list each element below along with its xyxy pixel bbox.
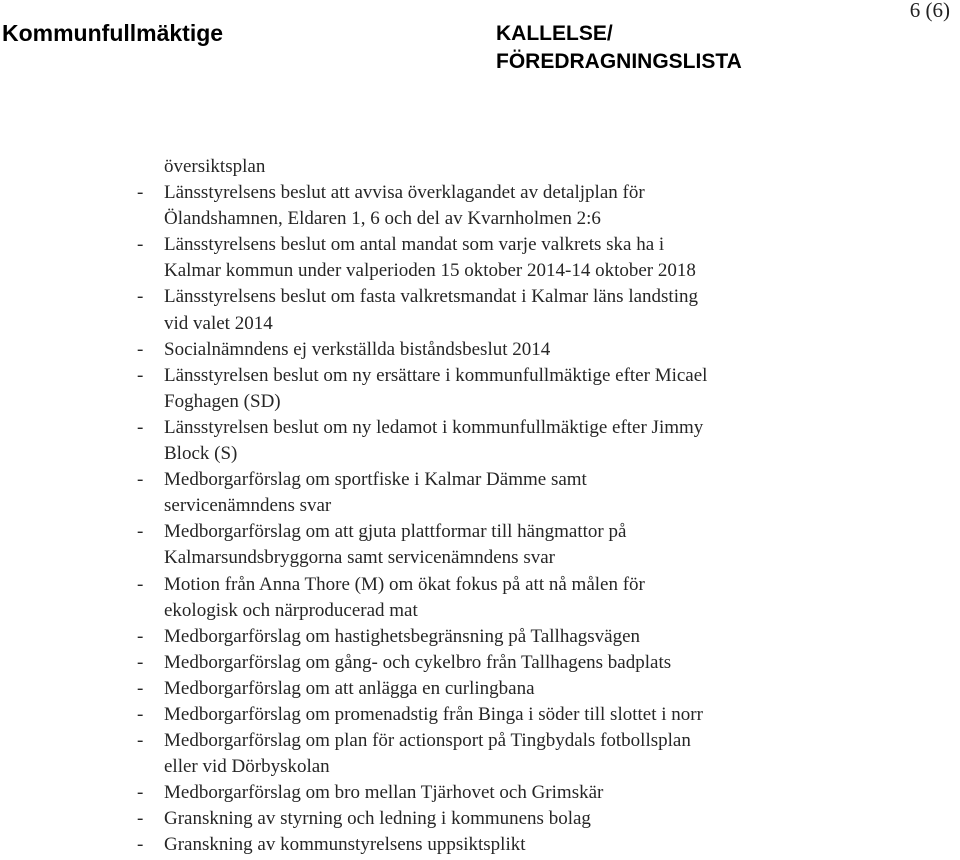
- document-title-line-1: KALLELSE/: [496, 22, 613, 45]
- agenda-item-text: Medborgarförslag om hastighetsbegränsning på Tallhagsvägen: [164, 625, 641, 647]
- list-dash: -: [137, 234, 144, 256]
- agenda-item-text: Granskning av styrning och ledning i kommunens bolag: [164, 808, 591, 830]
- list-dash: -: [137, 286, 144, 308]
- agenda-line: [0, 728, 960, 754]
- list-dash: -: [137, 364, 144, 386]
- agenda-item-text: Länsstyrelsens beslut om antal mandat som varje valkrets ska ha i: [164, 234, 665, 256]
- list-dash: -: [137, 182, 144, 204]
- agenda-item-text: översiktsplan: [164, 156, 266, 177]
- list-dash: -: [137, 834, 144, 856]
- agenda-item-text: Länsstyrelsens beslut att avvisa överklagandet av detaljplan för: [164, 182, 645, 204]
- agenda-item-text: Granskning av kommunstyrelsens uppsiktsplikt: [164, 834, 526, 856]
- agenda-list: [0, 154, 960, 859]
- agenda-line: [0, 572, 960, 598]
- list-dash: -: [137, 782, 144, 804]
- agenda-item-text: ekologisk och närproducerad mat: [164, 599, 418, 621]
- agenda-line: [0, 650, 960, 676]
- agenda-item-text: Medborgarförslag om sportfiske i Kalmar Dämme samt: [164, 469, 587, 491]
- document-title-line-2: FÖREDRAGNINGSLISTA: [496, 50, 742, 73]
- list-dash: -: [137, 573, 144, 595]
- agenda-line: [0, 832, 960, 858]
- list-dash: -: [137, 416, 144, 438]
- list-dash: -: [137, 677, 144, 699]
- agenda-line: [0, 780, 960, 806]
- agenda-line: [0, 311, 960, 337]
- agenda-item-text: Länsstyrelsen beslut om ny ersättare i kommunfullmäktige efter Micael: [164, 364, 708, 386]
- agenda-line: [0, 467, 960, 493]
- agenda-item-text: Socialnämndens ej verkställda biståndsbeslut 2014: [164, 338, 551, 360]
- agenda-line: [0, 702, 960, 728]
- agenda-line: [0, 598, 960, 624]
- agenda-item-text: Länsstyrelsens beslut om fasta valkretsmandat i Kalmar läns landsting: [164, 286, 698, 308]
- page-number: 6 (6): [909, 0, 950, 22]
- agenda-item-text: Block (S): [164, 443, 238, 465]
- list-dash: -: [137, 338, 144, 360]
- agenda-item-text: Medborgarförslag om promenadstig från Binga i söder till slottet i norr: [164, 703, 703, 725]
- agenda-line: [0, 284, 960, 310]
- agenda-line: [0, 258, 960, 284]
- agenda-line: [0, 493, 960, 519]
- agenda-line: [0, 754, 960, 780]
- agenda-line: [0, 389, 960, 415]
- agenda-item-text: Kalmarsundsbryggorna samt servicenämndens svar: [164, 547, 555, 569]
- agenda-item-text: Medborgarförslag om att gjuta plattformar till hängmattor på: [164, 521, 627, 543]
- agenda-item-text: Medborgarförslag om bro mellan Tjärhovet och Grimskär: [164, 782, 604, 804]
- agenda-line: [0, 232, 960, 258]
- list-dash: -: [137, 521, 144, 543]
- list-dash: -: [137, 730, 144, 752]
- agenda-line: [0, 363, 960, 389]
- agenda-line: [0, 441, 960, 467]
- list-dash: -: [137, 703, 144, 725]
- agenda-item-text: vid valet 2014: [164, 312, 273, 334]
- agenda-item-text: eller vid Dörbyskolan: [164, 756, 330, 778]
- organization-name: Kommunfullmäktige: [2, 20, 224, 46]
- agenda-line: [0, 206, 960, 232]
- agenda-line: [0, 624, 960, 650]
- document-title: [496, 20, 742, 76]
- agenda-item-text: Motion från Anna Thore (M) om ökat fokus på att nå målen för: [164, 573, 645, 595]
- agenda-item-text: Medborgarförslag om plan för actionsport på Tingbydals fotbollsplan: [164, 730, 691, 752]
- agenda-item-text: Länsstyrelsen beslut om ny ledamot i kommunfullmäktige efter Jimmy: [164, 416, 704, 438]
- agenda-line: [0, 806, 960, 832]
- agenda-item-text: servicenämndens svar: [164, 495, 332, 517]
- agenda-item-text: Ölandshamnen, Eldaren 1, 6 och del av Kvarnholmen 2:6: [164, 208, 601, 230]
- agenda-line: [0, 545, 960, 571]
- agenda-line: [0, 415, 960, 441]
- agenda-item-text: Foghagen (SD): [164, 390, 281, 412]
- agenda-line: [0, 519, 960, 545]
- agenda-line: [0, 676, 960, 702]
- list-dash: -: [137, 808, 144, 830]
- agenda-item-text: Medborgarförslag om gång- och cykelbro från Tallhagens badplats: [164, 651, 672, 673]
- agenda-line: [0, 337, 960, 363]
- list-dash: -: [137, 625, 144, 647]
- list-dash: -: [137, 469, 144, 491]
- agenda-item-text: Kalmar kommun under valperioden 15 oktober 2014-14 oktober 2018: [164, 260, 696, 282]
- agenda-line: [0, 180, 960, 206]
- agenda-item-text: Medborgarförslag om att anlägga en curlingbana: [164, 677, 535, 699]
- list-dash: -: [137, 651, 144, 673]
- agenda-line: [0, 154, 960, 180]
